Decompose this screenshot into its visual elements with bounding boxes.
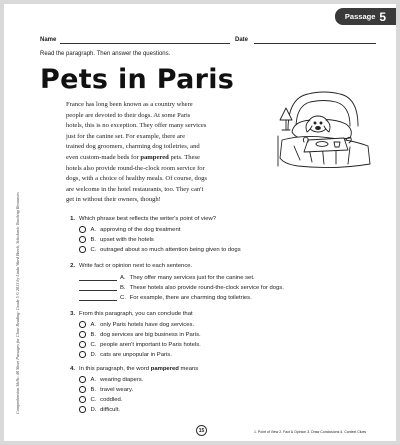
- answer-option[interactable]: [79, 225, 180, 234]
- option-letter: B.: [90, 331, 97, 338]
- option-text: only Paris hotels have dog services.: [100, 321, 195, 328]
- fact-opinion-row: [79, 273, 255, 282]
- side-credit: [15, 139, 23, 414]
- option-letter: C.: [90, 246, 97, 253]
- option-letter: A.: [120, 274, 126, 281]
- question-stem: [66, 216, 216, 222]
- name-field[interactable]: [60, 43, 230, 44]
- option-text: For example, there are charming dog toiletries.: [129, 294, 252, 301]
- paragraph-line: trained dog groomers, charming dog toiletries, and: [66, 143, 200, 151]
- passage-title: Pets in Paris: [40, 64, 235, 95]
- answer-option[interactable]: [79, 340, 201, 349]
- option-letter: B.: [90, 236, 97, 243]
- option-text: These hotels also provide round-the-clock service for dogs.: [129, 284, 284, 291]
- option-letter: D.: [90, 351, 97, 358]
- answer-blank[interactable]: [79, 285, 117, 291]
- answer-option[interactable]: [79, 245, 241, 254]
- passage-label: Passage: [344, 12, 376, 21]
- option-letter: C.: [90, 341, 97, 348]
- option-text: cats are unpopular in Paris.: [100, 351, 172, 358]
- option-letter: C.: [120, 294, 126, 301]
- radio-bubble[interactable]: [79, 396, 86, 403]
- paragraph-line: [66, 153, 276, 164]
- question-number: 3.: [70, 311, 75, 317]
- option-letter: A.: [90, 376, 97, 383]
- dog-in-bed-illustration: [274, 80, 374, 172]
- paragraph-line: hotels also provide round-the-clock room service for: [66, 164, 205, 172]
- paragraph-line: just for the canine set. For example, there are: [66, 132, 186, 140]
- option-text: travel weary.: [100, 386, 134, 393]
- question-number: 4.: [70, 366, 75, 372]
- worksheet-page: [4, 4, 396, 441]
- radio-bubble[interactable]: [79, 386, 86, 393]
- question-stem: [66, 311, 193, 317]
- skills-footer: 1. Point of View 2. Fact & Opinion 3. Draw Conclusions 4. Context Clues: [254, 430, 367, 434]
- paragraph-line: dogs, with a choice of healthy meals. Of course, dogs: [66, 175, 207, 183]
- paragraph-line: hotels, this is no exception. They offer many services: [66, 122, 207, 130]
- question-stem: [66, 366, 198, 372]
- radio-bubble[interactable]: [79, 246, 86, 253]
- radio-bubble[interactable]: [79, 321, 86, 328]
- question-text: From this paragraph, you can conclude that: [79, 311, 193, 317]
- answer-option[interactable]: [79, 385, 133, 394]
- vocab-word: pampered: [140, 153, 169, 161]
- option-letter: C.: [90, 396, 97, 403]
- page-number: 15: [196, 425, 207, 436]
- side-credit-text: Comprehension Skills: 40 Short Passages for Close Reading: Grade 5 © 2013 by Linda Ward Beech, Scholastic Teaching Resources: [15, 192, 20, 414]
- radio-bubble[interactable]: [79, 376, 86, 383]
- answer-blank[interactable]: [79, 275, 117, 281]
- paragraph-line-end: pets. These: [168, 153, 200, 161]
- option-text: difficult.: [100, 406, 121, 413]
- option-text: wearing diapers.: [100, 376, 144, 383]
- option-text: upset with the hotels: [100, 236, 154, 243]
- option-letter: B.: [120, 284, 126, 291]
- option-letter: A.: [90, 226, 97, 233]
- option-letter: B.: [90, 386, 97, 393]
- radio-bubble[interactable]: [79, 331, 86, 338]
- passage-paragraph: [66, 100, 276, 206]
- question-stem: [66, 263, 192, 269]
- date-label: Date: [235, 37, 249, 43]
- option-text: people aren't important to Paris hotels.: [100, 341, 201, 348]
- paragraph-line: are welcome in the hotel restaurants, too. They can't: [66, 185, 204, 193]
- answer-option[interactable]: [79, 235, 154, 244]
- paragraph-line-start: even custom-made beds for: [66, 153, 141, 161]
- question-number: 1.: [70, 216, 75, 222]
- question-text-end: means: [178, 366, 199, 372]
- passage-badge: [335, 8, 396, 25]
- option-text: approving of the dog treatment: [100, 226, 181, 233]
- answer-blank[interactable]: [79, 295, 117, 301]
- option-text: They offer many services just for the canine set.: [129, 274, 255, 281]
- answer-option[interactable]: [79, 330, 201, 339]
- radio-bubble[interactable]: [79, 351, 86, 358]
- option-letter: A.: [90, 321, 97, 328]
- instructions: Read the paragraph. Then answer the questions.: [40, 51, 171, 57]
- fact-opinion-row: [79, 293, 252, 302]
- passage-number: 5: [379, 9, 387, 24]
- answer-option[interactable]: [79, 320, 194, 329]
- paragraph-line: people are devoted to their dogs. At some Paris: [66, 111, 191, 119]
- option-letter: D.: [90, 406, 97, 413]
- radio-bubble[interactable]: [79, 236, 86, 243]
- question-number: 2.: [70, 263, 75, 269]
- option-text: coddled.: [100, 396, 123, 403]
- date-field[interactable]: [254, 43, 376, 44]
- question-text-start: In this paragraph, the word: [79, 366, 151, 372]
- question-text: Write fact or opinion next to each sentence.: [79, 263, 193, 269]
- question-vocab-word: pampered: [150, 366, 179, 372]
- radio-bubble[interactable]: [79, 341, 86, 348]
- fact-opinion-row: [79, 283, 284, 292]
- option-text: outraged about so much attention being given to dogs: [100, 246, 241, 253]
- radio-bubble[interactable]: [79, 226, 86, 233]
- name-label: Name: [40, 37, 57, 43]
- answer-option[interactable]: [79, 350, 172, 359]
- answer-option[interactable]: [79, 395, 122, 404]
- option-text: dog services are big business in Paris.: [100, 331, 201, 338]
- radio-bubble[interactable]: [79, 406, 86, 413]
- answer-option[interactable]: [79, 405, 120, 414]
- paragraph-line: get in without their owners, though!: [66, 196, 161, 204]
- paragraph-line: France has long been known as a country where: [66, 101, 193, 108]
- question-text: Which phrase best reflects the writer's point of view?: [79, 216, 216, 222]
- answer-option[interactable]: [79, 375, 143, 384]
